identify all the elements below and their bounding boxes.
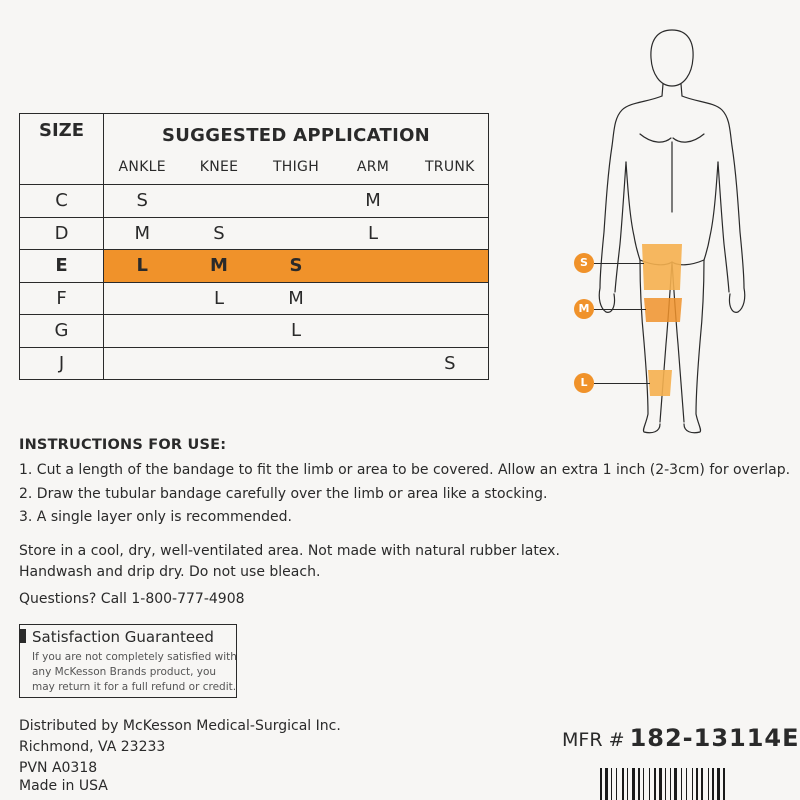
size-m-leader-line bbox=[594, 309, 646, 310]
pvn-code: PVN A0318 bbox=[19, 760, 98, 776]
table-row bbox=[20, 282, 489, 315]
barcode-bar bbox=[681, 768, 682, 800]
instruction-step: 2. Draw the tubular bandage carefully over the limb or area like a stocking. bbox=[19, 486, 548, 502]
instruction-step: 3. A single layer only is recommended. bbox=[19, 509, 292, 525]
barcode-bar bbox=[600, 768, 602, 800]
size-l-marker: L bbox=[574, 373, 594, 393]
size-l-leader-line bbox=[594, 383, 650, 384]
table-cell bbox=[412, 250, 489, 283]
table-row bbox=[20, 217, 489, 250]
barcode-bar bbox=[686, 768, 687, 800]
care-text: Handwash and drip dry. Do not use bleach. bbox=[19, 564, 321, 580]
instruction-step: 1. Cut a length of the bandage to fit the limb or area to be covered. Allow an extra 1 inch (2-3cm) for overlap. bbox=[19, 462, 791, 478]
storage-text: Store in a cool, dry, well-ventilated area. Not made with natural rubber latex. bbox=[19, 543, 560, 559]
barcode-bar bbox=[665, 768, 666, 800]
barcode-bar bbox=[616, 768, 617, 800]
table-cell: L bbox=[181, 282, 258, 315]
barcode-bar bbox=[712, 768, 714, 800]
table-cell bbox=[104, 315, 181, 348]
barcode-bar bbox=[649, 768, 650, 800]
distributor-line: Distributed by McKesson Medical-Surgical Inc. bbox=[19, 718, 341, 734]
barcode-bar bbox=[670, 768, 671, 800]
barcode-bar bbox=[643, 768, 644, 800]
distributor-address: Richmond, VA 23233 bbox=[19, 739, 166, 755]
barcode-bar bbox=[659, 768, 662, 800]
size-cell: F bbox=[20, 282, 104, 315]
barcode-bar bbox=[717, 768, 720, 800]
table-cell bbox=[104, 347, 181, 380]
barcode-bar bbox=[696, 768, 698, 800]
barcode-bar bbox=[632, 768, 635, 800]
size-cell: G bbox=[20, 315, 104, 348]
table-row bbox=[20, 185, 489, 218]
table-cell bbox=[335, 282, 412, 315]
questions-phone: Questions? Call 1-800-777-4908 bbox=[19, 591, 245, 607]
barcode-bar bbox=[627, 768, 628, 800]
mfr-number-block bbox=[562, 724, 800, 752]
column-header-knee: KNEE bbox=[199, 159, 239, 175]
table-cell: L bbox=[104, 250, 181, 283]
table-cell: S bbox=[181, 217, 258, 250]
table-row-highlighted bbox=[20, 250, 489, 283]
table-cell bbox=[181, 315, 258, 348]
table-cell bbox=[412, 217, 489, 250]
satisfaction-body: If you are not completely satisfied with any McKesson Brands product, you may return it for a full refund or credit. bbox=[32, 651, 237, 693]
table-cell bbox=[258, 217, 335, 250]
table-cell bbox=[335, 347, 412, 380]
column-header-arm: ARM bbox=[356, 159, 390, 175]
table-cell: M bbox=[258, 282, 335, 315]
size-s-leader-line bbox=[594, 263, 644, 264]
column-header-thigh: THIGH bbox=[272, 159, 320, 175]
table-cell: M bbox=[335, 185, 412, 218]
table-cell: S bbox=[412, 347, 489, 380]
table-row bbox=[20, 315, 489, 348]
table-row bbox=[20, 347, 489, 380]
table-cell: S bbox=[104, 185, 181, 218]
mfr-label: MFR # bbox=[562, 729, 625, 751]
table-cell bbox=[181, 347, 258, 380]
barcode-bar bbox=[611, 768, 612, 800]
made-in-label: Made in USA bbox=[19, 778, 108, 794]
table-cell bbox=[104, 282, 181, 315]
table-cell: S bbox=[258, 250, 335, 283]
size-cell: J bbox=[20, 347, 104, 380]
table-cell: M bbox=[104, 217, 181, 250]
size-chart-table bbox=[19, 113, 489, 380]
table-cell bbox=[335, 250, 412, 283]
size-header: SIZE bbox=[20, 114, 104, 185]
table-cell bbox=[258, 347, 335, 380]
size-cell: E bbox=[20, 250, 104, 283]
table-cell bbox=[181, 185, 258, 218]
table-cell: M bbox=[181, 250, 258, 283]
instructions-title: INSTRUCTIONS FOR USE: bbox=[19, 437, 227, 453]
table-cell bbox=[258, 185, 335, 218]
table-cell: L bbox=[258, 315, 335, 348]
size-cell: D bbox=[20, 217, 104, 250]
barcode-bar bbox=[654, 768, 656, 800]
column-header-ankle: ANKLE bbox=[118, 159, 166, 175]
table-cell: L bbox=[335, 217, 412, 250]
barcode-bar bbox=[708, 768, 709, 800]
table-cell bbox=[335, 315, 412, 348]
barcode-bar bbox=[723, 768, 725, 800]
table-cell bbox=[412, 185, 489, 218]
size-s-marker: S bbox=[574, 253, 594, 273]
barcode-bar bbox=[701, 768, 703, 800]
suggested-application-header: SUGGESTED APPLICATION bbox=[162, 124, 431, 146]
satisfaction-title: Satisfaction Guaranteed bbox=[32, 628, 214, 646]
barcode-bar bbox=[692, 768, 693, 800]
table-cell bbox=[412, 315, 489, 348]
barcode-bar bbox=[622, 768, 624, 800]
barcode-bar bbox=[674, 768, 677, 800]
satisfaction-bar-mark bbox=[20, 629, 26, 643]
size-m-marker: M bbox=[574, 299, 594, 319]
column-header-trunk: TRUNK bbox=[424, 159, 475, 175]
barcode-graphic bbox=[598, 768, 800, 800]
size-cell: C bbox=[20, 185, 104, 218]
table-cell bbox=[412, 282, 489, 315]
mfr-number: 182-13114E bbox=[629, 724, 800, 752]
barcode-bar bbox=[638, 768, 640, 800]
satisfaction-guarantee-box bbox=[19, 624, 237, 698]
barcode-bar bbox=[605, 768, 608, 800]
body-figure-diagram bbox=[560, 22, 760, 442]
